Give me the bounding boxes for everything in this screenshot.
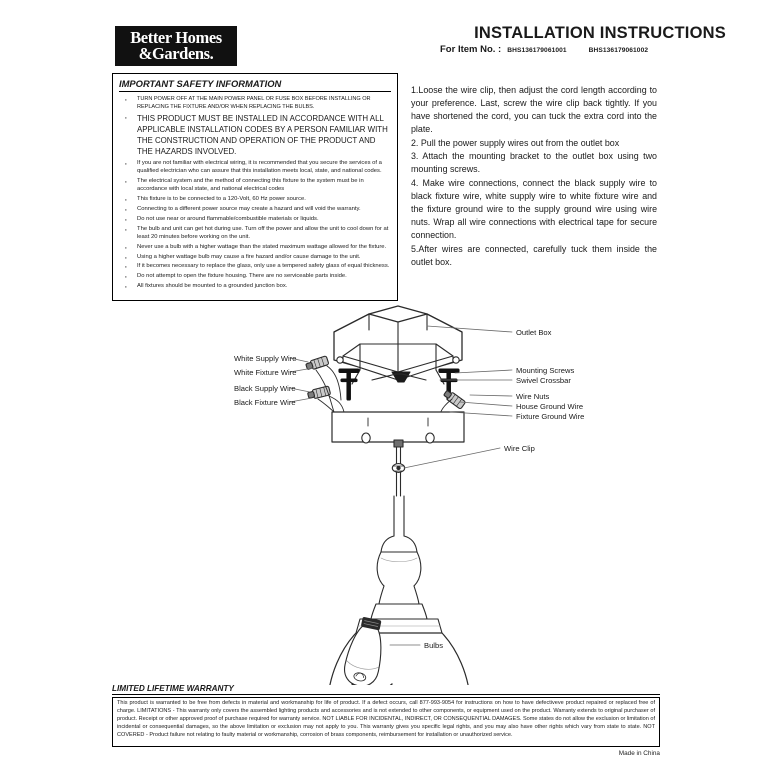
safety-bullet: · TURN POWER OFF AT THE MAIN POWER PANEL OR FUSE BOX BEFORE INSTALLING OR REPLACING THE FIXTURE AND/OR WHEN REPLACING THE BULBS. xyxy=(119,95,391,111)
step-2: 2. Pull the power supply wires out from the outlet box xyxy=(411,137,620,148)
brand-logo xyxy=(115,26,237,66)
safety-bullet: · This fixture is to be connected to a 120-Volt, 60 Hz power source. xyxy=(119,195,391,203)
made-in-label: Made in China xyxy=(618,750,660,757)
label-wire-nuts: Wire Nuts xyxy=(516,392,550,401)
safety-bullet: · Do not use near or around flammable/combustible materials or liquids. xyxy=(119,215,391,223)
item-number-label: For Item No. : xyxy=(440,44,502,55)
item-number-2: BHS136179061002 xyxy=(588,47,649,54)
warranty-text: This product is warranted to be free from defects in material and workmanship for life of product. If a defect occurs, call 877-993-9054 for instructions on how to have defectiveve product repaired or replaced free of charge. LIMITATIONS - This warranty only covers the assembled lighting products and accessories and is not extended to other components, or equipment used on the product. Warranty extends to original purchaser of product. Receipt or other approved proof of purchase required for warranty service. NOT LIABLE FOR INCIDENTAL, INDIRECT, OR CONSEQUENTIAL DAMAGES. Some states do not allow the exclusion or limitation of incidental or consequential damages, so the above limitation or exclusion may not apply to you. This warranty gives you specific legal rights, and you may also have other rights which vary from state to state. NOT COVERED - Product failure not relating to faulty material or workmanship, corrosion of brass components, reimbursement for installation or unauthorized service. xyxy=(112,697,660,747)
item-number-1: BHS136179061001 xyxy=(507,47,567,54)
label-black-supply-wire: Black Supply Wire xyxy=(234,384,296,393)
safety-bullet-list xyxy=(119,95,391,290)
label-bulbs: Bulbs xyxy=(424,641,443,650)
safety-bullet: · THIS PRODUCT MUST BE INSTALLED IN ACCORDANCE WITH ALL APPLICABLE INSTALLATION CODES BY A PERSON FAMILIAR WITH THE CONSTRUCTION AND OPERATION OF THE PRODUCT AND THE HAZARDS INVOLVED. xyxy=(119,113,391,158)
step-5: 5.After wires are connected, carefully tuck them inside the outlet box. xyxy=(411,243,657,268)
page-title: INSTALLATION INSTRUCTIONS xyxy=(474,24,726,42)
label-mounting-screws: Mounting Screws xyxy=(516,366,575,375)
safety-information-box xyxy=(112,73,398,301)
label-outlet-box: Outlet Box xyxy=(516,328,552,337)
safety-bullet: · The bulb and unit can get hot during use. Turn off the power and allow the unit to cool down for at least 20 minutes before working on the unit. xyxy=(119,225,391,242)
fixture-diagram xyxy=(0,300,768,685)
label-black-fixture-wire: Black Fixture Wire xyxy=(234,398,296,407)
label-wire-clip: Wire Clip xyxy=(504,444,535,453)
safety-bullet: · Never use a bulb with a higher wattage than the stated maximum wattage allowed for the fixture. xyxy=(119,243,391,251)
item-number-row xyxy=(440,44,762,55)
installation-steps xyxy=(411,84,657,270)
brand-logo-line1: Better Homes xyxy=(130,28,222,48)
label-white-fixture-wire: White Fixture Wire xyxy=(234,368,297,377)
safety-bullet: · Using a higher wattage bulb may cause a fire hazard and/or cause damage to the unit. xyxy=(119,253,391,261)
step-4: 4. Make wire connections, connect the black supply wire to black fixture wire, white supply wire to white fixture wire and the fixture ground wire to the supply ground wire using wire nuts. Wrap all wire connections with electrical tape for secure connection. xyxy=(411,178,657,241)
safety-bullet: · All fixtures should be mounted to a grounded junction box. xyxy=(119,282,391,290)
safety-bullet: · If it becomes necessary to replace the glass, only use a tempered safety glass of equal thickness. xyxy=(119,262,391,270)
warranty-title: LIMITED LIFETIME WARRANTY xyxy=(112,684,660,695)
step-3: 3. Attach the mounting bracket to the outlet box using two mounting screws. xyxy=(411,151,657,175)
safety-bullet: · The electrical system and the method of connecting this fixture to the system must be in accordance with local state, and national electrical codes xyxy=(119,177,391,194)
safety-bullet: · If you are not familiar with electrical wiring, it is recommended that you secure the services of a qualified electrician who can assure that this installation meets local, state, and national codes. xyxy=(119,159,391,176)
brand-logo-line2: &Gardens. xyxy=(138,44,214,63)
label-house-ground-wire: House Ground Wire xyxy=(516,402,584,411)
safety-bullet: · Connecting to a different power source may create a hazard and will void the warranty. xyxy=(119,205,391,213)
label-fixture-ground-wire: Fixture Ground Wire xyxy=(516,412,585,421)
safety-bullet: · Do not attempt to open the fixture housing. There are no serviceable parts inside. xyxy=(119,272,391,280)
safety-title: IMPORTANT SAFETY INFORMATION xyxy=(119,78,391,92)
label-white-supply-wire: White Supply Wire xyxy=(234,354,297,363)
label-swivel-crossbar: Swivel Crossbar xyxy=(516,376,571,385)
step-1: 1.Loose the wire clip, then adjust the cord length according to your preference. Last, screw the wire clip back tightly. If you have shortened the cord, you can tuck the extra cord into the plate. xyxy=(411,85,657,135)
